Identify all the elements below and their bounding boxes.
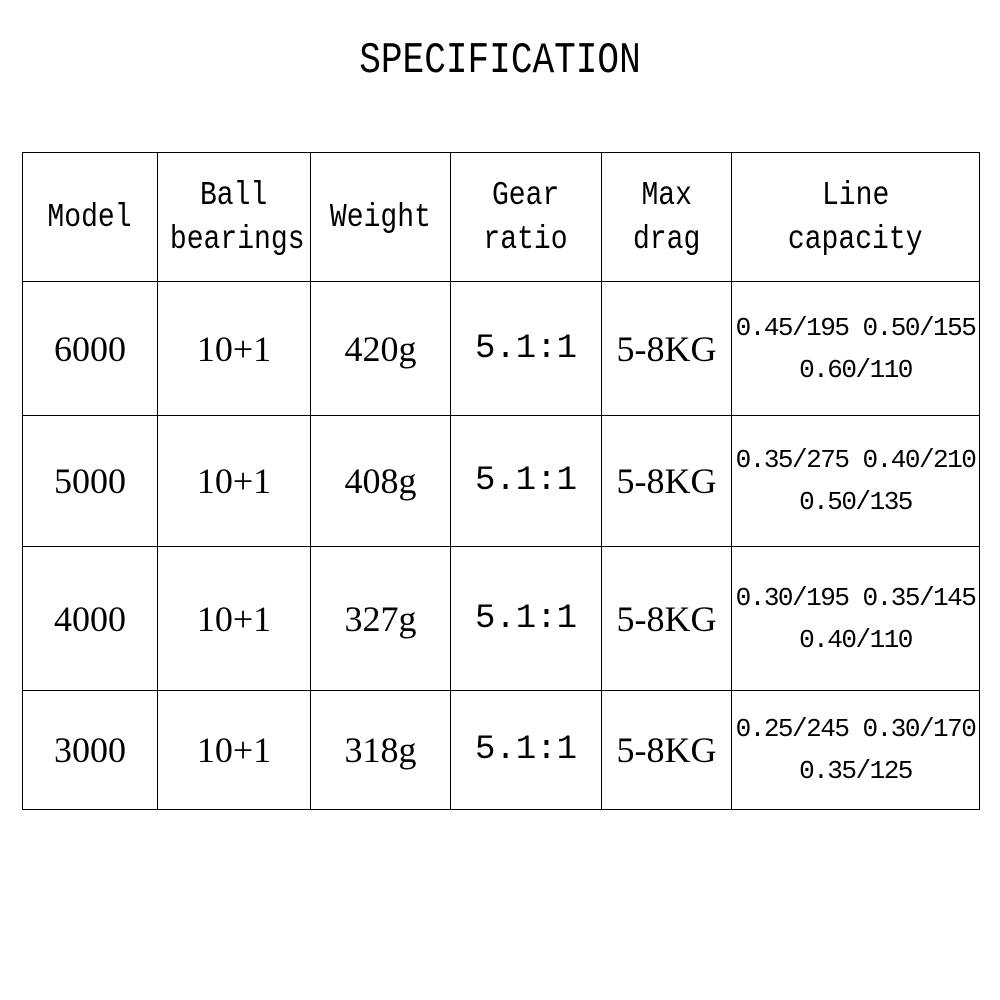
cell-model: 5000 — [23, 416, 158, 547]
header-ball-bearings: Ball bearings — [158, 153, 311, 282]
header-model: Model — [23, 153, 158, 282]
table-row — [23, 547, 980, 691]
cell-gear-ratio: 5.1:1 — [451, 282, 602, 416]
header-max-drag: Max drag — [602, 153, 732, 282]
page-title: SPECIFICATION — [359, 36, 641, 86]
cell-max-drag: 5-8KG — [602, 691, 732, 810]
cell-model: 3000 — [23, 691, 158, 810]
cell-max-drag: 5-8KG — [602, 282, 732, 416]
table-header-row — [23, 153, 980, 282]
cell-model: 6000 — [23, 282, 158, 416]
cell-weight: 327g — [311, 547, 451, 691]
cell-model: 4000 — [23, 547, 158, 691]
cell-gear-ratio: 5.1:1 — [451, 416, 602, 547]
cell-line-capacity: 0.45/195 0.50/155 0.60/110 — [732, 282, 980, 416]
table-row — [23, 416, 980, 547]
cell-ball-bearings: 10+1 — [158, 416, 311, 547]
table-row — [23, 282, 980, 416]
cell-line-capacity: 0.35/275 0.40/210 0.50/135 — [732, 416, 980, 547]
specification-table — [22, 152, 980, 810]
cell-gear-ratio: 5.1:1 — [451, 547, 602, 691]
header-weight: Weight — [311, 153, 451, 282]
cell-line-capacity: 0.25/245 0.30/170 0.35/125 — [732, 691, 980, 810]
cell-ball-bearings: 10+1 — [158, 691, 311, 810]
cell-ball-bearings: 10+1 — [158, 282, 311, 416]
table-row — [23, 691, 980, 810]
cell-weight: 318g — [311, 691, 451, 810]
cell-max-drag: 5-8KG — [602, 547, 732, 691]
cell-weight: 420g — [311, 282, 451, 416]
cell-gear-ratio: 5.1:1 — [451, 691, 602, 810]
cell-line-capacity: 0.30/195 0.35/145 0.40/110 — [732, 547, 980, 691]
cell-max-drag: 5-8KG — [602, 416, 732, 547]
header-line-capacity: Line capacity — [732, 153, 980, 282]
cell-weight: 408g — [311, 416, 451, 547]
header-gear-ratio: Gear ratio — [451, 153, 602, 282]
cell-ball-bearings: 10+1 — [158, 547, 311, 691]
